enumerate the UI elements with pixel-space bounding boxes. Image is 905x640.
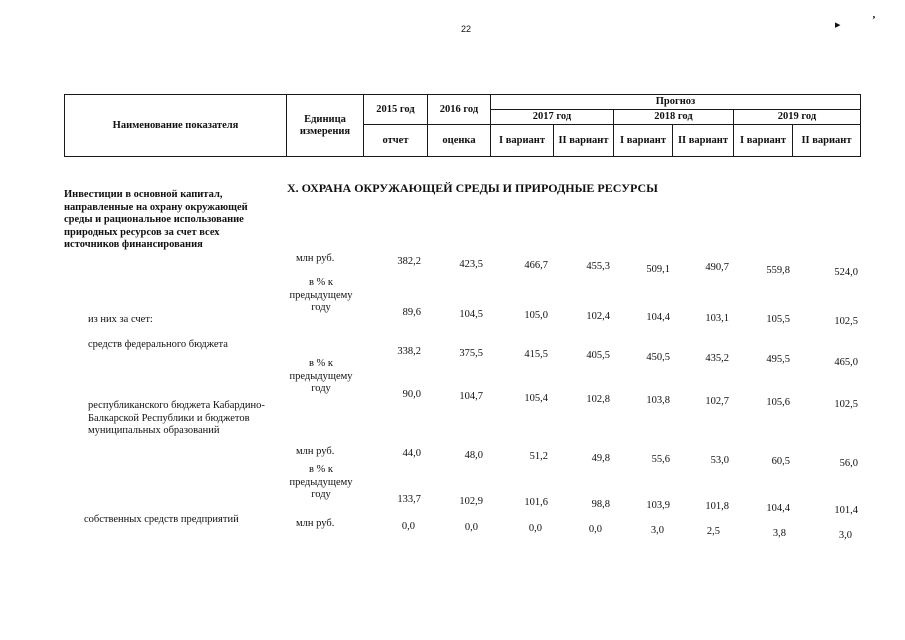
value-cell: 509,1	[646, 264, 670, 275]
header-unit: Единица измерения	[287, 95, 364, 157]
value-cell: 48,0	[464, 450, 483, 461]
value-cell: 559,8	[766, 265, 790, 276]
value-cell: 490,7	[705, 262, 729, 273]
value-cell: 105,0	[524, 310, 548, 321]
value-cell: 0,0	[528, 523, 542, 534]
section-title: X. ОХРАНА ОКРУЖАЮЩЕЙ СРЕДЫ И ПРИРОДНЫЕ РЕСУРСЫ	[287, 181, 658, 195]
value-cell: 465,0	[834, 357, 858, 368]
row-unit-total: млн руб.	[296, 253, 335, 264]
value-cell: 104,4	[646, 312, 670, 323]
value-cell: 104,7	[459, 391, 483, 402]
value-cell: 103,1	[705, 313, 729, 324]
value-cell: 103,9	[646, 500, 670, 511]
value-cell: 102,5	[834, 399, 858, 410]
header-year-2015: 2015 год	[364, 95, 428, 125]
row-unit-own-funds: млн руб.	[296, 518, 335, 529]
row-label-total: Инвестиции в основной капитал, направленные на охрану окружающей среды и рациональное использование природных ресурсов за счет всех источников финансирования	[64, 189, 248, 250]
row-label-republican: республиканского бюджета Кабардино-Балкарской Республики и бюджетов муниципальных образований	[88, 400, 265, 436]
value-cell: 0,0	[588, 524, 602, 535]
row-label-federal: средств федерального бюджета	[88, 339, 228, 350]
header-estimate: оценка	[428, 125, 491, 157]
header-2019-variant-1: I вариант	[734, 125, 793, 157]
header-2019-variant-2: II вариант	[793, 125, 861, 157]
value-cell: 55,6	[651, 454, 670, 465]
value-cell: 101,4	[834, 505, 858, 516]
header-report: отчет	[364, 125, 428, 157]
value-cell: 56,0	[839, 458, 858, 469]
value-cell: 102,4	[586, 311, 610, 322]
header-2018-variant-2: II вариант	[673, 125, 734, 157]
value-cell: 3,0	[838, 530, 852, 541]
corner-mark-right: ’	[872, 14, 876, 26]
value-cell: 3,0	[650, 525, 664, 536]
value-cell: 98,8	[591, 499, 610, 510]
header-indicator-name: Наименование показателя	[65, 95, 287, 157]
value-cell: 51,2	[529, 451, 548, 462]
value-cell: 102,9	[459, 496, 483, 507]
header-2018-variant-1: I вариант	[614, 125, 673, 157]
value-cell: 90,0	[402, 389, 421, 400]
row-unit-republican-pct: в % к предыдущему году	[289, 464, 353, 500]
value-cell: 60,5	[771, 456, 790, 467]
row-label-own-funds: собственных средств предприятий	[84, 514, 239, 525]
value-cell: 53,0	[710, 455, 729, 466]
value-cell: 0,0	[401, 521, 415, 532]
row-label-of-which: из них за счет:	[88, 314, 153, 325]
value-cell: 103,8	[646, 395, 670, 406]
value-cell: 2,5	[706, 526, 720, 537]
value-cell: 3,8	[772, 528, 786, 539]
value-cell: 49,8	[591, 453, 610, 464]
value-cell: 102,8	[586, 394, 610, 405]
value-cell: 455,3	[586, 261, 610, 272]
header-forecast: Прогноз	[491, 95, 861, 110]
value-cell: 105,5	[766, 314, 790, 325]
row-unit-total-pct: в % к предыдущему году	[289, 277, 353, 313]
row-unit-federal-pct: в % к предыдущему году	[289, 358, 353, 394]
table-header	[64, 94, 861, 157]
value-cell: 405,5	[586, 350, 610, 361]
value-cell: 104,5	[459, 309, 483, 320]
header-year-2018: 2018 год	[614, 110, 734, 125]
header-year-2017: 2017 год	[491, 110, 614, 125]
value-cell: 101,8	[705, 501, 729, 512]
value-cell: 104,4	[766, 503, 790, 514]
value-cell: 524,0	[834, 267, 858, 278]
value-cell: 382,2	[397, 256, 421, 267]
value-cell: 105,4	[524, 393, 548, 404]
value-cell: 450,5	[646, 352, 670, 363]
value-cell: 44,0	[402, 448, 421, 459]
value-cell: 435,2	[705, 353, 729, 364]
value-cell: 415,5	[524, 349, 548, 360]
value-cell: 89,6	[402, 307, 421, 318]
value-cell: 423,5	[459, 259, 483, 270]
header-2017-variant-2: II вариант	[554, 125, 614, 157]
value-cell: 338,2	[397, 346, 421, 357]
value-cell: 495,5	[766, 354, 790, 365]
header-2017-variant-1: I вариант	[491, 125, 554, 157]
value-cell: 133,7	[397, 494, 421, 505]
value-cell: 101,6	[524, 497, 548, 508]
value-cell: 375,5	[459, 348, 483, 359]
header-year-2019: 2019 год	[734, 110, 861, 125]
value-cell: 102,5	[834, 316, 858, 327]
header-year-2016: 2016 год	[428, 95, 491, 125]
value-cell: 0,0	[464, 522, 478, 533]
page-number: 22	[461, 24, 472, 34]
value-cell: 105,6	[766, 397, 790, 408]
value-cell: 102,7	[705, 396, 729, 407]
corner-mark-left: ▸	[835, 19, 841, 31]
value-cell: 466,7	[524, 260, 548, 271]
row-unit-republican: млн руб.	[296, 446, 335, 457]
